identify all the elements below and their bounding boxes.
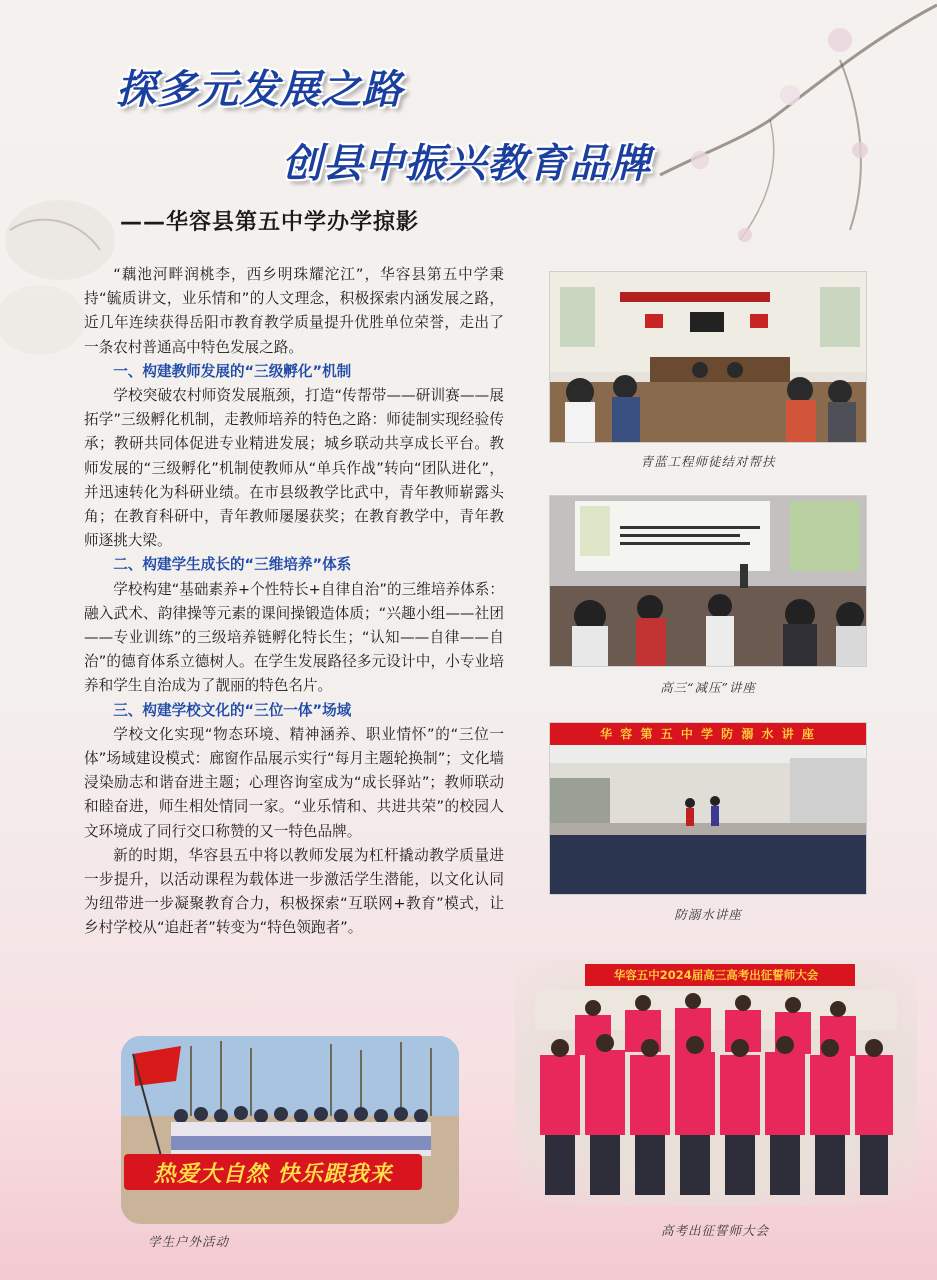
photo-stress-lecture-caption: 高三“减压”讲座 xyxy=(660,680,756,695)
photo-teachers-rally-caption: 高考出征誓师大会 xyxy=(660,1223,769,1238)
photo-teachers-rally xyxy=(515,960,917,1205)
subtitle: ——华容县第五中学办学掠影 xyxy=(120,210,420,235)
photo-drowning-banner: 华 容 第 五 中 学 防 溺 水 讲 座 xyxy=(600,727,816,741)
section-3-paragraph: 学校文化实现“物态环境、精神涵养、职业情怀”的“三位一体”场域建设模式：廊窗作品展示实行“每月主题轮换制”；文化墙浸染励志和谐奋进主题；心理咨询室成为“成长驿站”；教师联动和睦奋进，师生相处情同一家。“业乐情和、共进共荣”的校园人文环境成了同行交口称赞的又一特色品牌。 xyxy=(84,725,504,840)
photo-mentoring-caption: 青蓝工程师徒结对帮扶 xyxy=(640,454,776,469)
section-1-paragraph: 学校突破农村师资发展瓶颈，打造“传帮带——研训赛——展拓学”三级孵化机制，走教师培养的特色之路：师徒制实现经验传承；教研共同体促进专业精进发展；城乡联动共享成长平台。教师发展的“三级孵化”机制使教师从“单兵作战”转向“团队进化”，并迅速转化为科研业绩。在市县级教学比武中，青年教师崭露头角；在教育科研中，青年教师屡屡获奖；在教育教学中，青年教师逐挑大梁。 xyxy=(84,387,504,550)
photo-stress-lecture-image xyxy=(550,496,867,667)
article-body xyxy=(84,263,504,941)
photo-stress-lecture xyxy=(549,495,867,667)
section-2-paragraph: 学校构建“基础素养+个性特长+自律自治”的三维培养体系：融入武术、韵律操等元素的课间操锻造体质；“兴趣小组——社团——专业训练”的三级培养链孵化特长生；“认知——自律——自治”的德育体系立德树人。在学生发展路径多元设计中，小专业培养和学生自治成为了靓丽的特色名片。 xyxy=(84,580,504,695)
section-3-heading: 三、构建学校文化的“三位一体”场域 xyxy=(113,701,352,719)
photo-mentoring xyxy=(549,271,867,443)
title-line-1: 探多元发展之路 xyxy=(116,67,403,113)
photo-teachers-rally-image xyxy=(515,960,917,1205)
section-1-heading: 一、构建教师发展的“三级孵化”机制 xyxy=(113,362,352,380)
photo-drowning-lecture xyxy=(549,722,867,895)
title-line-2: 创县中振兴教育品牌 xyxy=(282,141,651,187)
intro-paragraph: “藕池河畔润桃李，西乡明珠耀沱江”，华容县第五中学秉持“毓质讲文，业乐情和”的人文理念，积极探索内涵发展之路，近几年连续获得岳阳市教育教学质量提升优胜单位荣誉，走出了一条农村普通高中特色发展之路。 xyxy=(84,266,504,356)
closing-paragraph: 新的时期，华容县五中将以教师发展为杠杆撬动教学质量进一步提升，以活动课程为载体进一步激活学生潜能，以文化认同为纽带进一步凝聚教育合力，积极探索“互联网+教育”模式，让乡村学校从“追赶者”转变为“特色领跑者”。 xyxy=(84,846,504,937)
photo-outdoor-caption: 学生户外活动 xyxy=(147,1234,229,1249)
photo-mentoring-image xyxy=(550,272,867,443)
photo-drowning-caption: 防溺水讲座 xyxy=(674,907,742,922)
photo-outdoor-activity-image xyxy=(121,1036,459,1224)
section-2-heading: 二、构建学生成长的“三维培养”体系 xyxy=(113,556,352,574)
photo-teachers-rally-banner: 华容五中2024届高三高考出征誓师大会 xyxy=(613,968,819,982)
photo-outdoor-banner: 热爱大自然 快乐跟我来 xyxy=(153,1162,393,1187)
photo-drowning-lecture-image xyxy=(550,723,867,895)
photo-outdoor-activity xyxy=(121,1036,459,1224)
